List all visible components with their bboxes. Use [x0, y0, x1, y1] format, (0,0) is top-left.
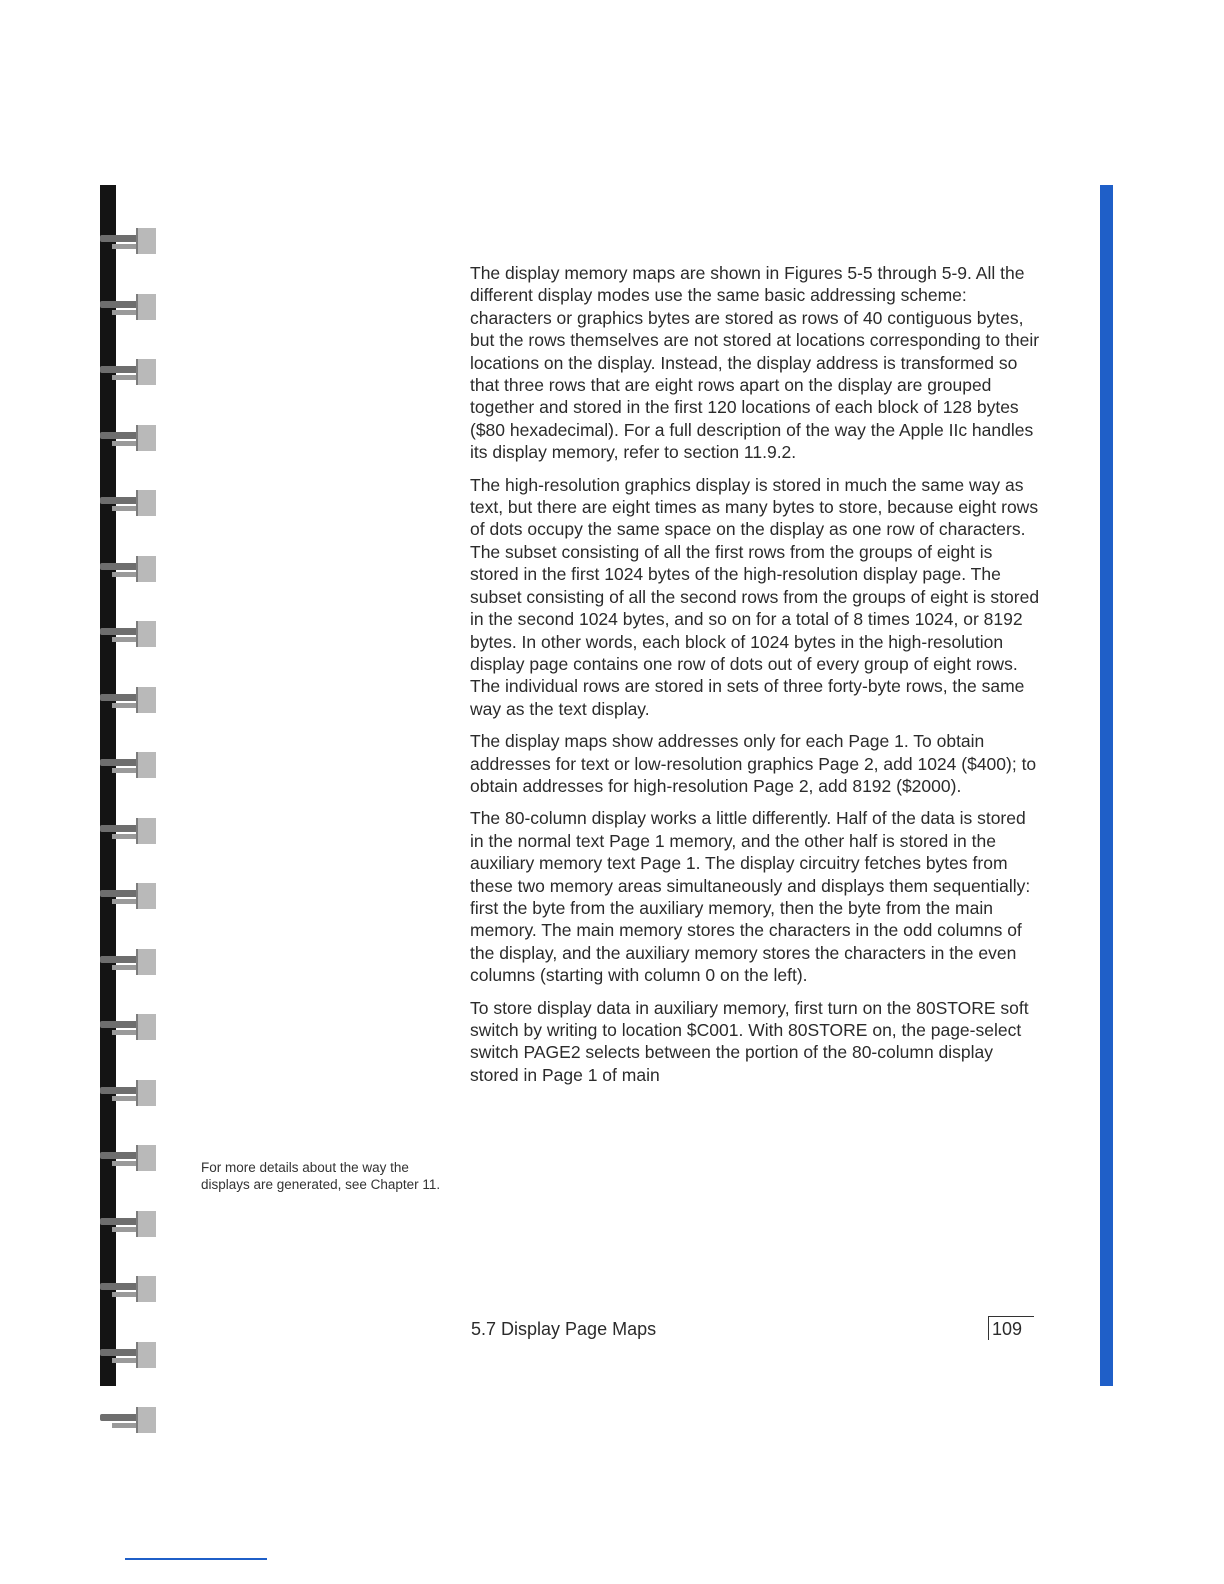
binding-ring [100, 621, 156, 651]
paragraph-3: The display maps show addresses only for each Page 1. To obtain addresses for text or low-resolution graphics Page 2, add 1024 ($400); to obtain addresses for high-resolution Page 2, add 8192 ($2000). [470, 731, 1037, 796]
binding-ring [100, 949, 156, 979]
binding-ring [100, 1211, 156, 1241]
body-text [470, 262, 1040, 1096]
binding-ring [100, 228, 156, 258]
binding-ring [100, 687, 156, 717]
binding-ring [100, 359, 156, 389]
paragraph-1: The display memory maps are shown in Figures 5-5 through 5-9. All the different display modes use the same basic addressing scheme: characters or graphics bytes are stored as rows of 40 contiguous bytes, but the rows themselves are not stored at locations corresponding to their locations on the display. Instead, the display address is transformed so that three rows that are eight rows apart on the display are grouped together and stored in the first 120 locations of each block of 128 bytes ($80 hexadecimal). For a full description of the way the Apple IIc handles its display memory, refer to section 11.9.2. [470, 263, 1040, 463]
paragraph-5: To store display data in auxiliary memory, first turn on the 80STORE soft switch by writing to location $C001. With 80STORE on, the page-select switch PAGE2 selects between the portion of the 80-column display stored in Page 1 of main [470, 997, 1029, 1085]
bottom-rule [125, 1558, 267, 1560]
binding-ring [100, 490, 156, 520]
binding-ring [100, 1014, 156, 1044]
footer-section-title: 5.7 Display Page Maps [471, 1319, 657, 1339]
binding-ring [100, 1342, 156, 1372]
binding-ring [100, 818, 156, 848]
paragraph-4: The 80-column display works a little differently. Half of the data is stored in the normal text Page 1 memory, and the other half is stored in the auxiliary memory text Page 1. The display circuitry fetches bytes from these two memory areas simultaneously and displays them sequentially: first the byte from the auxiliary memory, then the byte from the main memory. The main memory stores the characters in the odd columns of the display, and the auxiliary memory stores the characters in the even columns (starting with column 0 on the left). [470, 808, 1031, 986]
binding-ring [100, 294, 156, 324]
binding-ring [100, 1276, 156, 1306]
margin-note: For more details about the way the displays are generated, see Chapter 11. [201, 1160, 441, 1192]
binding-ring [100, 1080, 156, 1110]
binding-ring [100, 883, 156, 913]
binding-ring [100, 1407, 156, 1437]
page-number: 109 [988, 1316, 1034, 1340]
binding-ring [100, 1145, 156, 1175]
page-edge-accent [1100, 185, 1113, 1386]
binding-ring [100, 425, 156, 455]
paragraph-2: The high-resolution graphics display is stored in much the same way as text, but there are eight times as many bytes to store, because eight rows of dots occupy the same space on the display as one row of characters. The subset consisting of all the first rows from the groups of eight is stored in the first 1024 bytes of the high-resolution display page. The subset consisting of all the second rows from the groups of eight is stored in the second 1024 bytes, and so on for a total of 8 times 1024, or 8192 bytes. In other words, each block of 1024 bytes in the high-resolution display page contains one row of dots out of every group of eight rows. The individual rows are stored in sets of three forty-byte rows, the same way as the text display. [470, 474, 1040, 719]
binding-ring [100, 752, 156, 782]
binding-ring [100, 556, 156, 586]
